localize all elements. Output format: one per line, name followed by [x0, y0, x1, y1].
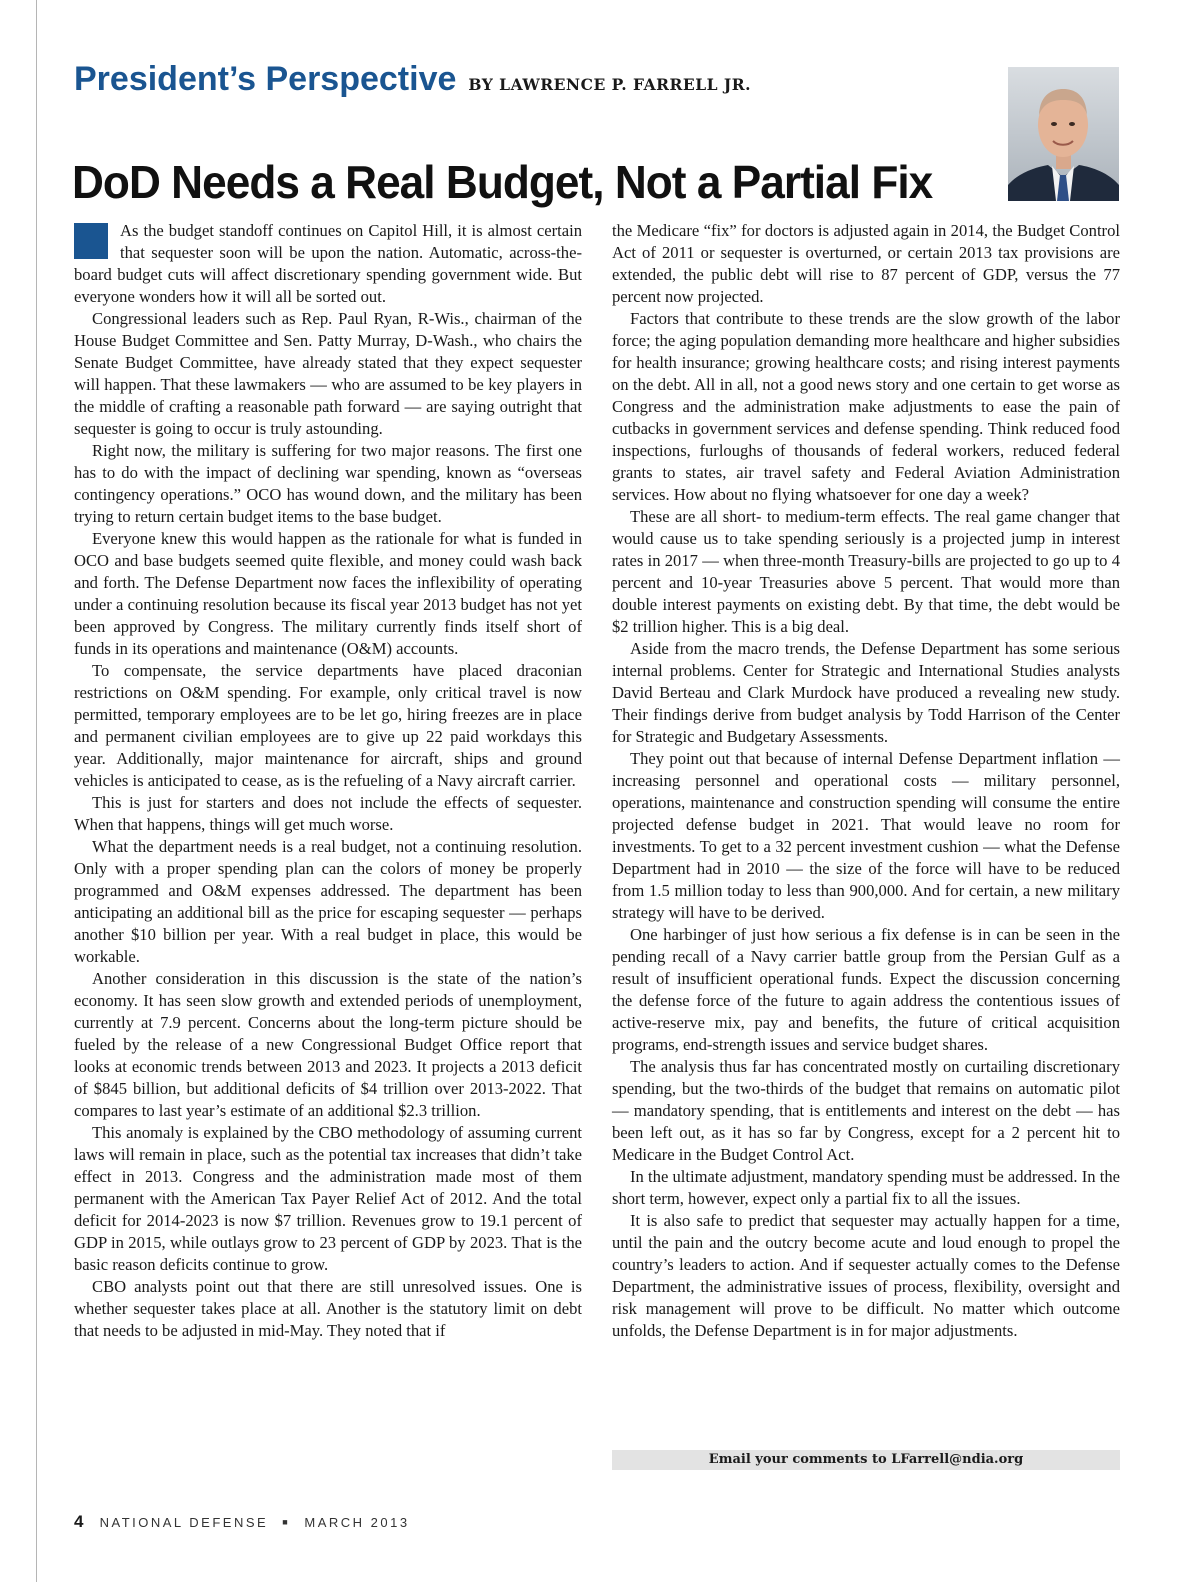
article-paragraph: In the ultimate adjustment, mandatory spending must be addressed. In the short term, however, expect only a partial fix to all the issues.: [612, 1167, 1120, 1208]
article-paragraph: To compensate, the service departments have placed draconian restrictions on O&M spending. For example, only critical travel is now permitted, temporary employees are to be let go, hiring freezes are in place and permanent civilian employees are to give up 22 paid workdays this year. Additionally, major maintenance for aircraft, ships and ground vehicles is anticipated to cease, as is the refueling of a Navy aircraft carrier.: [74, 661, 582, 790]
article-paragraph: The analysis thus far has concentrated mostly on curtailing discretionary spending, but the two-thirds of the budget that remains on automatic pilot — mandatory spending, that is entitlements and interest on the debt — has been left out, as it has so far by Congress, except for a 2 percent hit to Medicare in the Budget Control Act.: [612, 1057, 1120, 1164]
email-comments-bar: [612, 1450, 1120, 1470]
page-number: 4: [74, 1512, 84, 1531]
publication-name: NATIONAL DEFENSE: [99, 1515, 269, 1530]
drop-cap-square: [74, 223, 108, 259]
article-paragraph: Factors that contribute to these trends are the slow growth of the labor force; the aging population demanding more healthcare and higher subsidies for health insurance; growing healthcare costs; and rising interest payments on the debt. All in all, not a good news story and one certain to get worse as Congress and the administration make adjustments to ease the pain of cutbacks in government services and defense spending. Think reduced food inspections, furloughs of thousands of federal workers, reduced federal grants to states, air travel safety and Federal Aviation Administration services. How about no flying whatsoever for one day a week?: [612, 309, 1120, 504]
byline: BY LAWRENCE P. FARRELL JR.: [468, 75, 752, 94]
article-paragraph: As the budget standoff continues on Capitol Hill, it is almost certain that sequester soon will be upon the nation. Automatic, across-the-board budget cuts will affect discretionary spending government wide. But everyone wonders how it will all be sorted out.: [74, 221, 582, 306]
column-name: President’s Perspective: [74, 60, 457, 98]
column-header: [74, 60, 974, 106]
article-paragraph: Aside from the macro trends, the Defense Department has some serious internal problems. Center for Strategic and International Studies analysts David Berteau and Clark Murdock have produced a revealing new study. Their findings derive from budget analysis by Todd Harrison of the Center for Strategic and Budgetary Assessments.: [612, 639, 1120, 746]
email-prefix: Email your comments to: [708, 1452, 892, 1467]
issue-date: MARCH 2013: [304, 1515, 410, 1530]
headline: DoD Needs a Real Budget, Not a Partial Fix: [72, 156, 933, 208]
email-link[interactable]: LFarrell@ndia.org: [891, 1452, 1024, 1467]
author-portrait-icon: [1008, 67, 1119, 201]
article-paragraph: the Medicare “fix” for doctors is adjusted again in 2014, the Budget Control Act of 2011 or sequester is overturned, or certain 2013 tax provisions are extended, the public debt will rise to 87 percent of GDP, versus the 77 percent now projected.: [612, 221, 1120, 306]
article-left-column: [74, 220, 582, 1342]
footer-separator-icon: ■: [282, 1517, 291, 1527]
article-paragraph: CBO analysts point out that there are still unresolved issues. One is whether sequester takes place at all. Another is the statutory limit on debt that needs to be adjusted in mid-May. They noted that if: [74, 1277, 582, 1340]
page-margin-rule: [36, 0, 37, 1582]
article-paragraph: It is also safe to predict that sequester may actually happen for a time, until the pain and the outcry become acute and loud enough to propel the country’s leaders to action. And if sequester actually comes to the Defense Department, the administrative issues of process, flexibility, oversight and risk management will prove to be difficult. No matter which outcome unfolds, the Defense Department is in for major adjustments.: [612, 1211, 1120, 1340]
article-paragraph: They point out that because of internal Defense Department inflation — increasing personnel and operational costs — military personnel, operations, maintenance and construction spending will consume the entire projected defense budget in 2021. That would leave no room for investments. To get to a 32 percent investment cushion — what the Defense Department had in 2010 — the size of the force will have to be reduced from 1.5 million today to less than 900,000. And for certain, a new military strategy will have to be derived.: [612, 749, 1120, 922]
article-paragraph: One harbinger of just how serious a fix defense is in can be seen in the pending recall of a Navy carrier battle group from the Persian Gulf as a result of insufficient operational funds. Expect the discussion concerning the defense force of the future to again address the contentious issues of active-reserve mix, pay and benefits, the future of critical acquisition programs, end-strength issues and service budget shares.: [612, 925, 1120, 1054]
article-right-column: [612, 220, 1120, 1342]
article-paragraph: Everyone knew this would happen as the rationale for what is funded in OCO and base budgets seemed quite flexible, and money could wash back and forth. The Defense Department now faces the inflexibility of operating under a continuing resolution because its fiscal year 2013 budget has not yet been approved by Congress. The military currently finds itself short of funds in its operations and maintenance (O&M) accounts.: [74, 529, 582, 658]
article-paragraph: Right now, the military is suffering for two major reasons. The first one has to do with the impact of declining war spending, known as “overseas contingency operations.” OCO has wound down, and the military has been trying to return certain budget items to the base budget.: [74, 441, 582, 526]
article-paragraph: Another consideration in this discussion is the state of the nation’s economy. It has seen slow growth and extended periods of unemployment, currently at 7.9 percent. Concerns about the long-term picture should be fueled by the release of a new Congressional Budget Office report that looks at economic trends between 2013 and 2023. It projects a 2013 deficit of $845 billion, but additional deficits of $4 trillion over 2013-2022. That compares to last year’s estimate of an additional $2.3 trillion.: [74, 969, 582, 1120]
article-paragraph: This is just for starters and does not include the effects of sequester. When that happens, things will get much worse.: [74, 793, 582, 834]
page-footer: [74, 1512, 410, 1534]
article-paragraph: These are all short- to medium-term effects. The real game changer that would cause us to take spending seriously is a projected jump in interest rates in 2017 — when three-month Treasury-bills are projected to go up to 4 percent and 10-year Treasuries above 5 percent. That would more than double interest payments on existing debt. By that time, the debt would be $2 trillion higher. This is a big deal.: [612, 507, 1120, 636]
article-paragraph: What the department needs is a real budget, not a continuing resolution. Only with a proper spending plan can the colors of money be properly programmed and O&M expenses addressed. The department has been anticipating an additional bill as the price for escaping sequester — perhaps another $10 billion per year. With a real budget in place, this would be workable.: [74, 837, 582, 966]
article-paragraph: Congressional leaders such as Rep. Paul Ryan, R-Wis., chairman of the House Budget Committee and Sen. Patty Murray, D-Wash., who chairs the Senate Budget Committee, have already stated that they expect sequester will happen. That these lawmakers — who are assumed to be key players in the middle of crafting a reasonable path forward — are saying outright that sequester is going to occur is truly astounding.: [74, 309, 582, 438]
article-paragraph: This anomaly is explained by the CBO methodology of assuming current laws will remain in place, such as the potential tax increases that didn’t take effect in 2013. Congress and the administration made most of them permanent with the American Tax Payer Relief Act of 2012. And the total deficit for 2014-2023 is now $7 trillion. Revenues grow to 19.1 percent of GDP in 2015, while outlays grow to 23 percent of GDP by 2023. That is the basic reason deficits continue to grow.: [74, 1123, 582, 1274]
